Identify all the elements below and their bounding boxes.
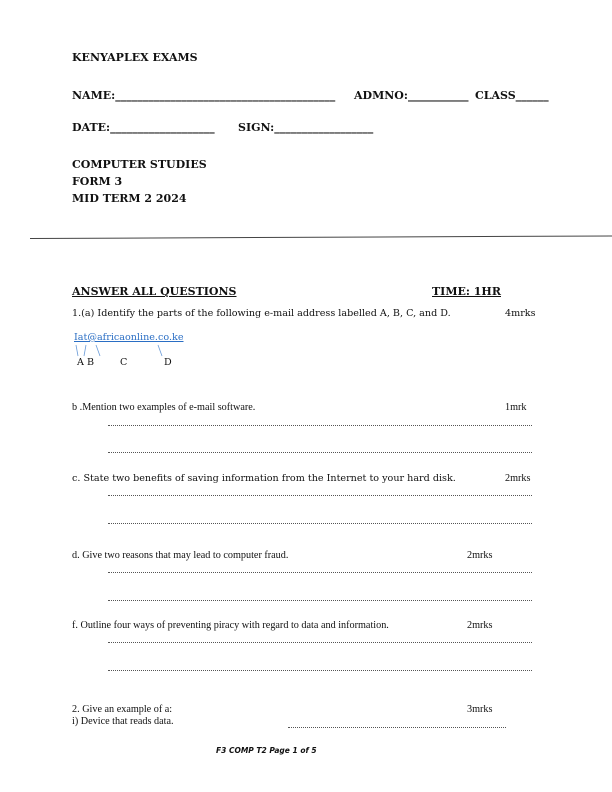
question-1b-marks: 1mrk [505,402,527,413]
answer-line[interactable] [108,425,532,426]
question-1d: d. Give two reasons that may lead to computer fraud. [72,550,289,561]
term: MID TERM 2 2024 [72,192,187,205]
email-address: Iat@africaonline.co.ke [74,332,184,343]
school-name: KENYAPLEX EXAMS [72,51,198,64]
divider [30,235,612,239]
label-b: B [87,357,95,368]
question-1f: f. Outline four ways of preventing piracy with regard to data and information. [72,620,389,631]
answer-line[interactable] [108,523,532,524]
admno-field: ADMNO:___________ [354,89,469,102]
label-c: C [120,357,128,368]
question-1d-marks: 2mrks [467,550,493,561]
label-d: D [164,357,172,368]
question-1c: c. State two benefits of saving information from the Internet to your hard disk. [72,473,456,484]
answer-line[interactable] [108,495,532,496]
answer-all-heading: ANSWER ALL QUESTIONS [72,285,237,298]
class-field: CLASS______ [475,89,549,102]
answer-line[interactable] [108,642,532,643]
question-2i: i) Device that reads data. [72,716,174,727]
name-field: NAME:________________________________________ [72,89,336,102]
question-2: 2. Give an example of a: [72,704,173,715]
answer-line[interactable] [108,670,532,671]
answer-line[interactable] [108,452,532,453]
answer-line[interactable] [108,600,532,601]
question-1a: 1.(a) Identify the parts of the following e-mail address labelled A, B, C, and D. [72,308,451,319]
form: FORM 3 [72,175,123,188]
question-1a-marks: 4mrks [505,308,536,319]
subject: COMPUTER STUDIES [72,158,207,171]
question-1b: b .Mention two examples of e-mail software. [72,402,256,413]
question-1f-marks: 2mrks [467,620,493,631]
page-footer: F3 COMP T2 Page 1 of 5 [216,746,317,755]
question-2-marks: 3mrks [467,704,493,715]
question-1c-marks: 2mrks [505,473,531,484]
answer-line[interactable] [108,572,532,573]
label-a: A [77,357,84,368]
time-heading: TIME: 1HR [432,285,501,298]
date-field: DATE:___________________ [72,121,215,134]
answer-line[interactable] [288,727,506,728]
sign-field: SIGN:__________________ [238,121,374,134]
